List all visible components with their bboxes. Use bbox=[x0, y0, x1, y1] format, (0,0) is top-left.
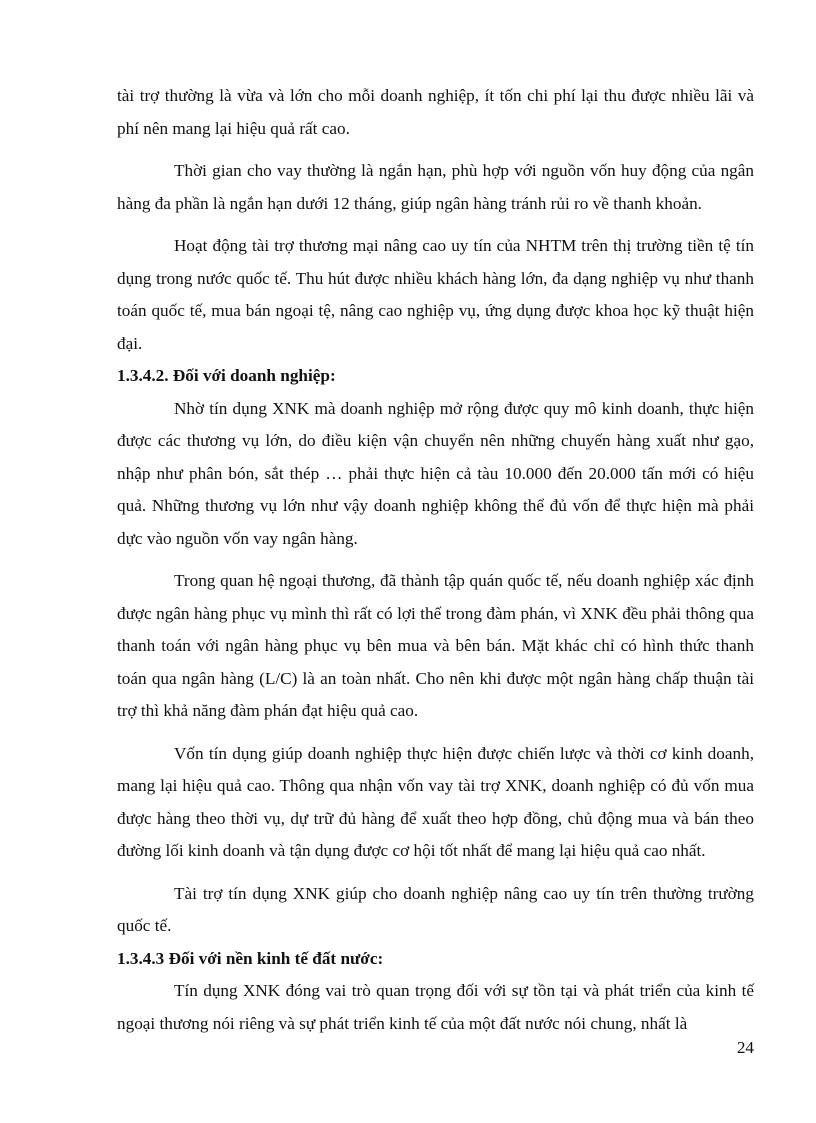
paragraph-continuation: tài trợ thường là vừa và lớn cho mỗi doanh nghiệp, ít tốn chi phí lại thu được nhiều lãi và phí nên mang lại hiệu quả rất cao. bbox=[117, 86, 754, 138]
section-heading-economy: 1.3.4.3 Đối với nền kinh tế đất nước: bbox=[117, 948, 384, 968]
page-number: 24 bbox=[736, 1038, 754, 1057]
paragraph-loan-term: Thời gian cho vay thường là ngắn hạn, phù hợp với nguồn vốn huy động của ngân hàng đa phần là ngắn hạn dưới 12 tháng, giúp ngân hàng tránh rủi ro về thanh khoản. bbox=[117, 161, 754, 213]
paragraph-trade-finance-reputation: Hoạt động tài trợ thương mại nâng cao uy tín của NHTM trên thị trường tiền tệ tín dụng trong nước quốc tế. Thu hút được nhiều khách hàng lớn, đa dạng nghiệp vụ như thanh toán quốc tế, mua bán ngoại tệ, nâng cao nghiệp vụ, ứng dụng được khoa học kỹ thuật hiện đại. bbox=[117, 236, 754, 353]
paragraph-enterprise-reputation: Tài trợ tín dụng XNK giúp cho doanh nghiệp nâng cao uy tín trên thường trường quốc tế. bbox=[117, 883, 754, 935]
paragraph-enterprise-negotiation: Trong quan hệ ngoại thương, đã thành tập quán quốc tế, nếu doanh nghiệp xác định được ngân hàng phục vụ mình thì rất có lợi thế trong đàm phán, vì XNK đều phải thông qua thanh toán với ngân hàng phục vụ bên mua và bên bán. Mặt khác chỉ có hình thức thanh toán qua ngân hàng (L/C) là an toàn nhất. Cho nên khi được một ngân hàng chấp thuận tài trợ thì khả năng đàm phán đạt hiệu quả cao. bbox=[117, 571, 754, 720]
paragraph-economy-role: Tín dụng XNK đóng vai trò quan trọng đối với sự tồn tại và phát triển của kinh tế ngoại thương nói riêng và sự phát triển kinh tế của một đất nước nói chung, nhất là bbox=[117, 981, 754, 1033]
document-page bbox=[117, 80, 754, 1040]
paragraph-enterprise-strategy: Vốn tín dụng giúp doanh nghiệp thực hiện được chiến lược và thời cơ kinh doanh, mang lại hiệu quả cao. Thông qua nhận vốn vay tài trợ XNK, doanh nghiệp có đủ vốn mua được hàng theo thời vụ, dự trữ đủ hàng để xuất theo hợp đồng, chủ động mua và bán theo đường lối kinh doanh và tận dụng được cơ hội tốt nhất để mang lại hiệu quả cao nhất. bbox=[117, 743, 754, 860]
paragraph-enterprise-scale: Nhờ tín dụng XNK mà doanh nghiệp mở rộng được quy mô kinh doanh, thực hiện được các thương vụ lớn, do điều kiện vận chuyển nên những chuyến hàng xuất như gạo, nhập như phân bón, sắt thép … phải thực hiện cả tàu 10.000 đến 20.000 tấn mới có hiệu quả. Những thương vụ lớn như vậy doanh nghiệp không thể đủ vốn để thực hiện mà phải dực vào nguồn vốn vay ngân hàng. bbox=[117, 398, 754, 548]
section-heading-enterprise: 1.3.4.2. Đối với doanh nghiệp: bbox=[117, 366, 336, 385]
